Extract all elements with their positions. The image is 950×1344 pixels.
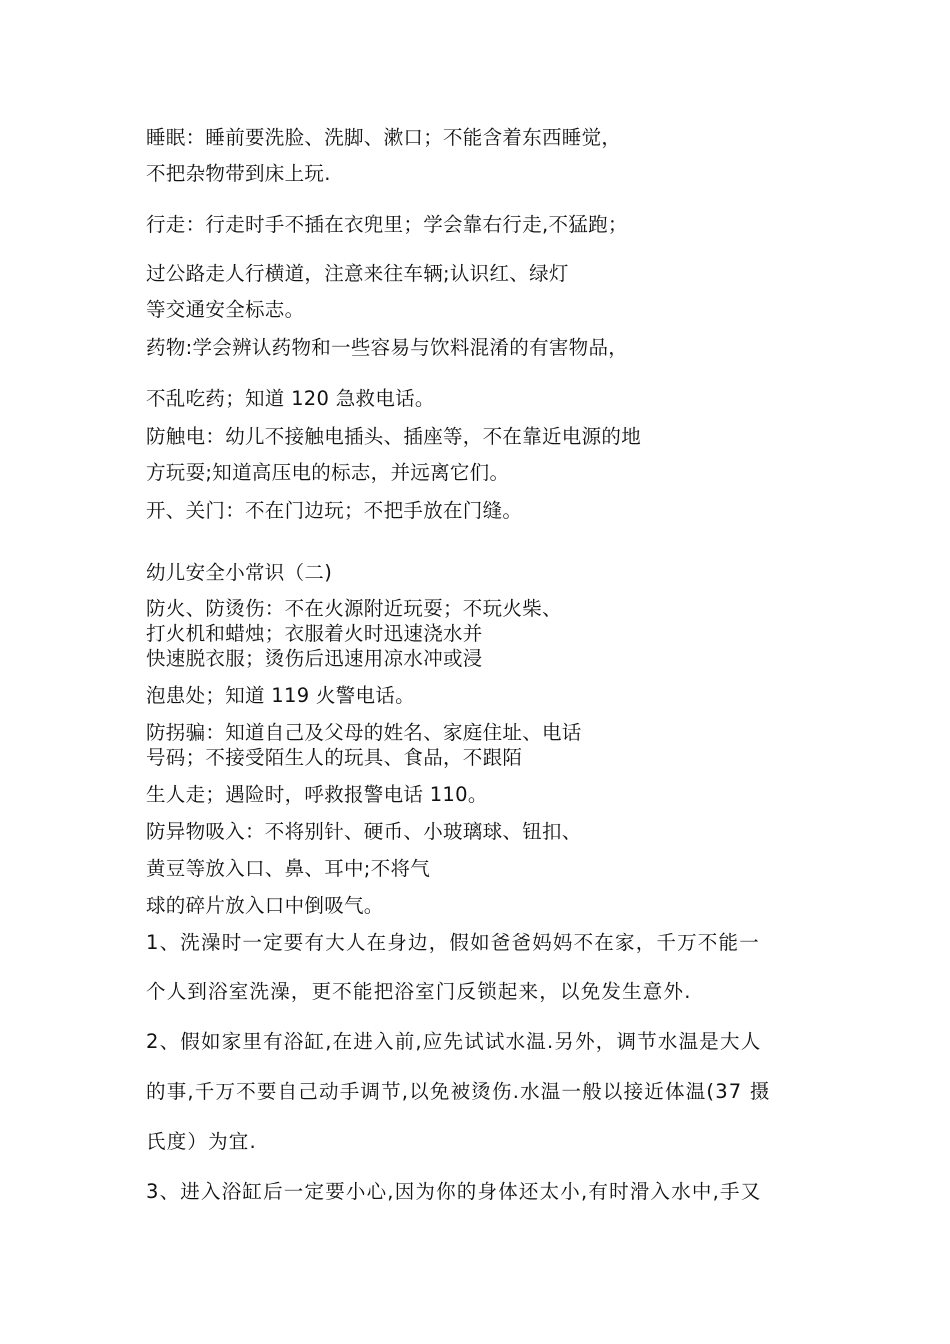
text-line: 防触电：幼儿不接触电插头、插座等，不在靠近电源的地: [146, 425, 642, 448]
text-line: 睡眠：睡前要洗脸、洗脚、漱口；不能含着东西睡觉，: [146, 126, 622, 149]
text-line: 打火机和蜡烛；衣服着火时迅速浇水并: [146, 622, 483, 645]
text-line: 不把杂物带到床上玩.: [146, 162, 331, 185]
text-line: 行走：行走时手不插在衣兜里；学会靠右行走,不猛跑；: [146, 213, 628, 236]
list-item-line: 的事,千万不要自己动手调节,以免被烫伤.水温一般以接近体温(37 摄: [146, 1080, 771, 1103]
list-item-line: 3、进入浴缸后一定要小心,因为你的身体还太小,有时滑入水中,手又: [146, 1180, 762, 1203]
text-line: 防拐骗：知道自己及父母的姓名、家庭住址、电话: [146, 721, 582, 744]
text-line: 球的碎片放入口中倒吸气。: [146, 894, 384, 917]
list-item-line: 个人到浴室洗澡，更不能把浴室门反锁起来，以免发生意外.: [146, 980, 692, 1003]
section-heading: 幼儿安全小常识（二): [146, 561, 333, 584]
text-line: 号码；不接受陌生人的玩具、食品，不跟陌: [146, 746, 523, 769]
list-item-line: 1、洗澡时一定要有大人在身边，假如爸爸妈妈不在家，千万不能一: [146, 931, 760, 954]
text-line: 防火、防烫伤：不在火源附近玩耍；不玩火柴、: [146, 597, 562, 620]
text-line: 方玩耍;知道高压电的标志，并远离它们。: [146, 461, 510, 484]
list-item-line: 2、假如家里有浴缸,在进入前,应先试试水温.另外，调节水温是大人: [146, 1030, 762, 1053]
text-line: 药物:学会辨认药物和一些容易与饮料混淆的有害物品，: [146, 336, 629, 359]
text-line: 开、关门：不在门边玩；不把手放在门缝。: [146, 499, 523, 522]
text-line: 快速脱衣服；烫伤后迅速用凉水冲或浸: [146, 647, 483, 670]
text-line: 不乱吃药；知道 120 急救电话。: [146, 387, 435, 410]
list-item-line: 氏度）为宜.: [146, 1130, 257, 1153]
text-line: 黄豆等放入口、鼻、耳中;不将气: [146, 857, 431, 880]
text-line: 过公路走人行横道，注意来往车辆;认识红、绿灯: [146, 262, 569, 285]
text-line: 防异物吸入：不将别针、硬币、小玻璃球、钮扣、: [146, 820, 582, 843]
text-line: 等交通安全标志。: [146, 298, 305, 321]
text-line: 泡患处；知道 119 火警电话。: [146, 684, 415, 707]
text-line: 生人走；遇险时，呼救报警电话 110。: [146, 783, 488, 806]
